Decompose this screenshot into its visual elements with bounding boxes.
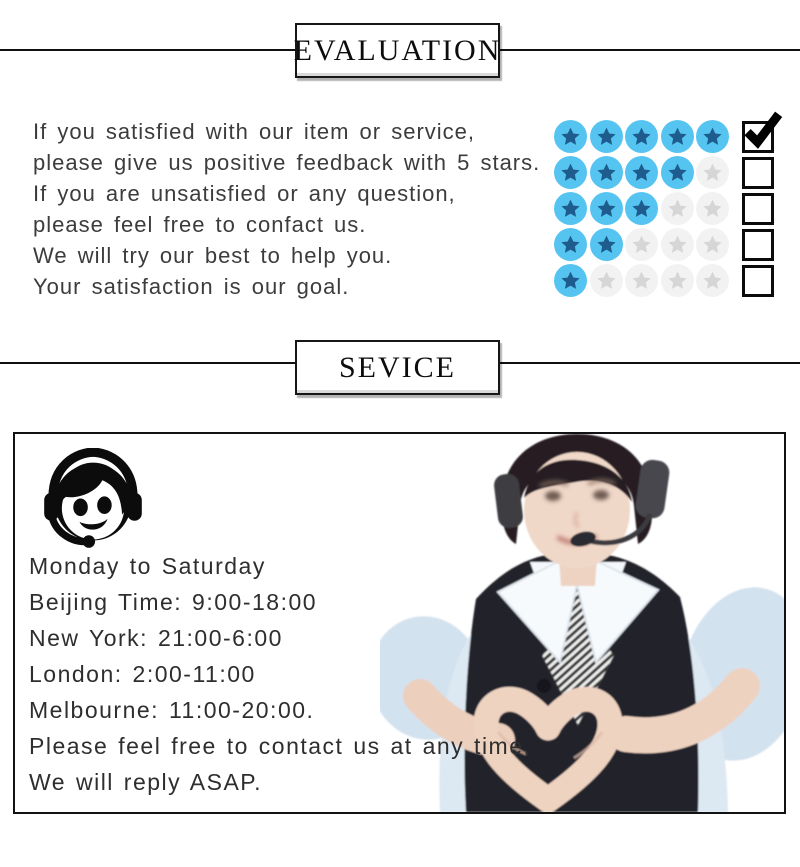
service-section-title-box [295, 340, 500, 395]
service-line: Melbourne: 11:00-20:00. [29, 697, 315, 723]
rating-row-1-stars [554, 264, 774, 297]
service-line: Please feel free to contact us at any time. [29, 733, 532, 759]
evaluation-text-block [33, 116, 553, 302]
star-icon-filled [590, 120, 623, 153]
evaluation-line: We will try our best to help you. [33, 243, 393, 268]
service-line: London: 2:00-11:00 [29, 661, 256, 687]
evaluation-line: please feel free to confact us. [33, 212, 367, 237]
service-line: Monday to Saturday [29, 553, 266, 579]
evaluation-line: If you are unsatisfied or any question, [33, 181, 456, 206]
star-icon-filled [554, 192, 587, 225]
star-icon-filled [590, 192, 623, 225]
service-line: We will reply ASAP. [29, 769, 263, 795]
evaluation-line: If you satisfied with our item or service, [33, 119, 476, 144]
rating-row-2-stars [554, 228, 774, 261]
star-icon-empty [696, 192, 729, 225]
star-icon-empty [590, 264, 623, 297]
star-icon-empty [661, 192, 694, 225]
star-icon-filled [554, 264, 587, 297]
feedback-checkbox[interactable] [742, 229, 774, 261]
evaluation-title: EVALUATION [293, 33, 502, 67]
service-line: Beijing Time: 9:00-18:00 [29, 589, 318, 615]
star-icon-filled [554, 228, 587, 261]
evaluation-line: please give us positive feedback with 5 stars. [33, 150, 541, 175]
support-agent-headset-icon [39, 448, 147, 552]
service-info-box [13, 432, 786, 814]
star-icon-filled [661, 156, 694, 189]
star-icon-filled [661, 120, 694, 153]
star-icon-filled [590, 228, 623, 261]
star-icon-empty [661, 264, 694, 297]
service-line: New York: 21:00-6:00 [29, 625, 283, 651]
rating-row-4-stars [554, 156, 774, 189]
feedback-checkbox[interactable] [742, 157, 774, 189]
star-icon-filled [554, 120, 587, 153]
rating-row-5-stars [554, 120, 774, 153]
service-title: SEVICE [339, 350, 456, 384]
evaluation-line: Your satisfaction is our goal. [33, 274, 350, 299]
evaluation-section-title-box [295, 23, 500, 78]
feedback-checkbox[interactable] [742, 193, 774, 225]
service-text-block [29, 548, 531, 800]
star-icon-filled [696, 120, 729, 153]
star-icon-empty [696, 264, 729, 297]
star-icon-filled [625, 156, 658, 189]
star-icon-empty [625, 264, 658, 297]
star-icon-empty [696, 156, 729, 189]
star-icon-filled [590, 156, 623, 189]
star-icon-filled [554, 156, 587, 189]
star-icon-empty [625, 228, 658, 261]
feedback-checkbox[interactable] [742, 265, 774, 297]
rating-row-3-stars [554, 192, 774, 225]
star-icon-empty [696, 228, 729, 261]
check-mark-icon [742, 111, 782, 151]
ratings-list [554, 120, 774, 300]
star-icon-filled [625, 192, 658, 225]
star-icon-empty [661, 228, 694, 261]
star-icon-filled [625, 120, 658, 153]
feedback-checkbox-checked[interactable] [742, 121, 774, 153]
